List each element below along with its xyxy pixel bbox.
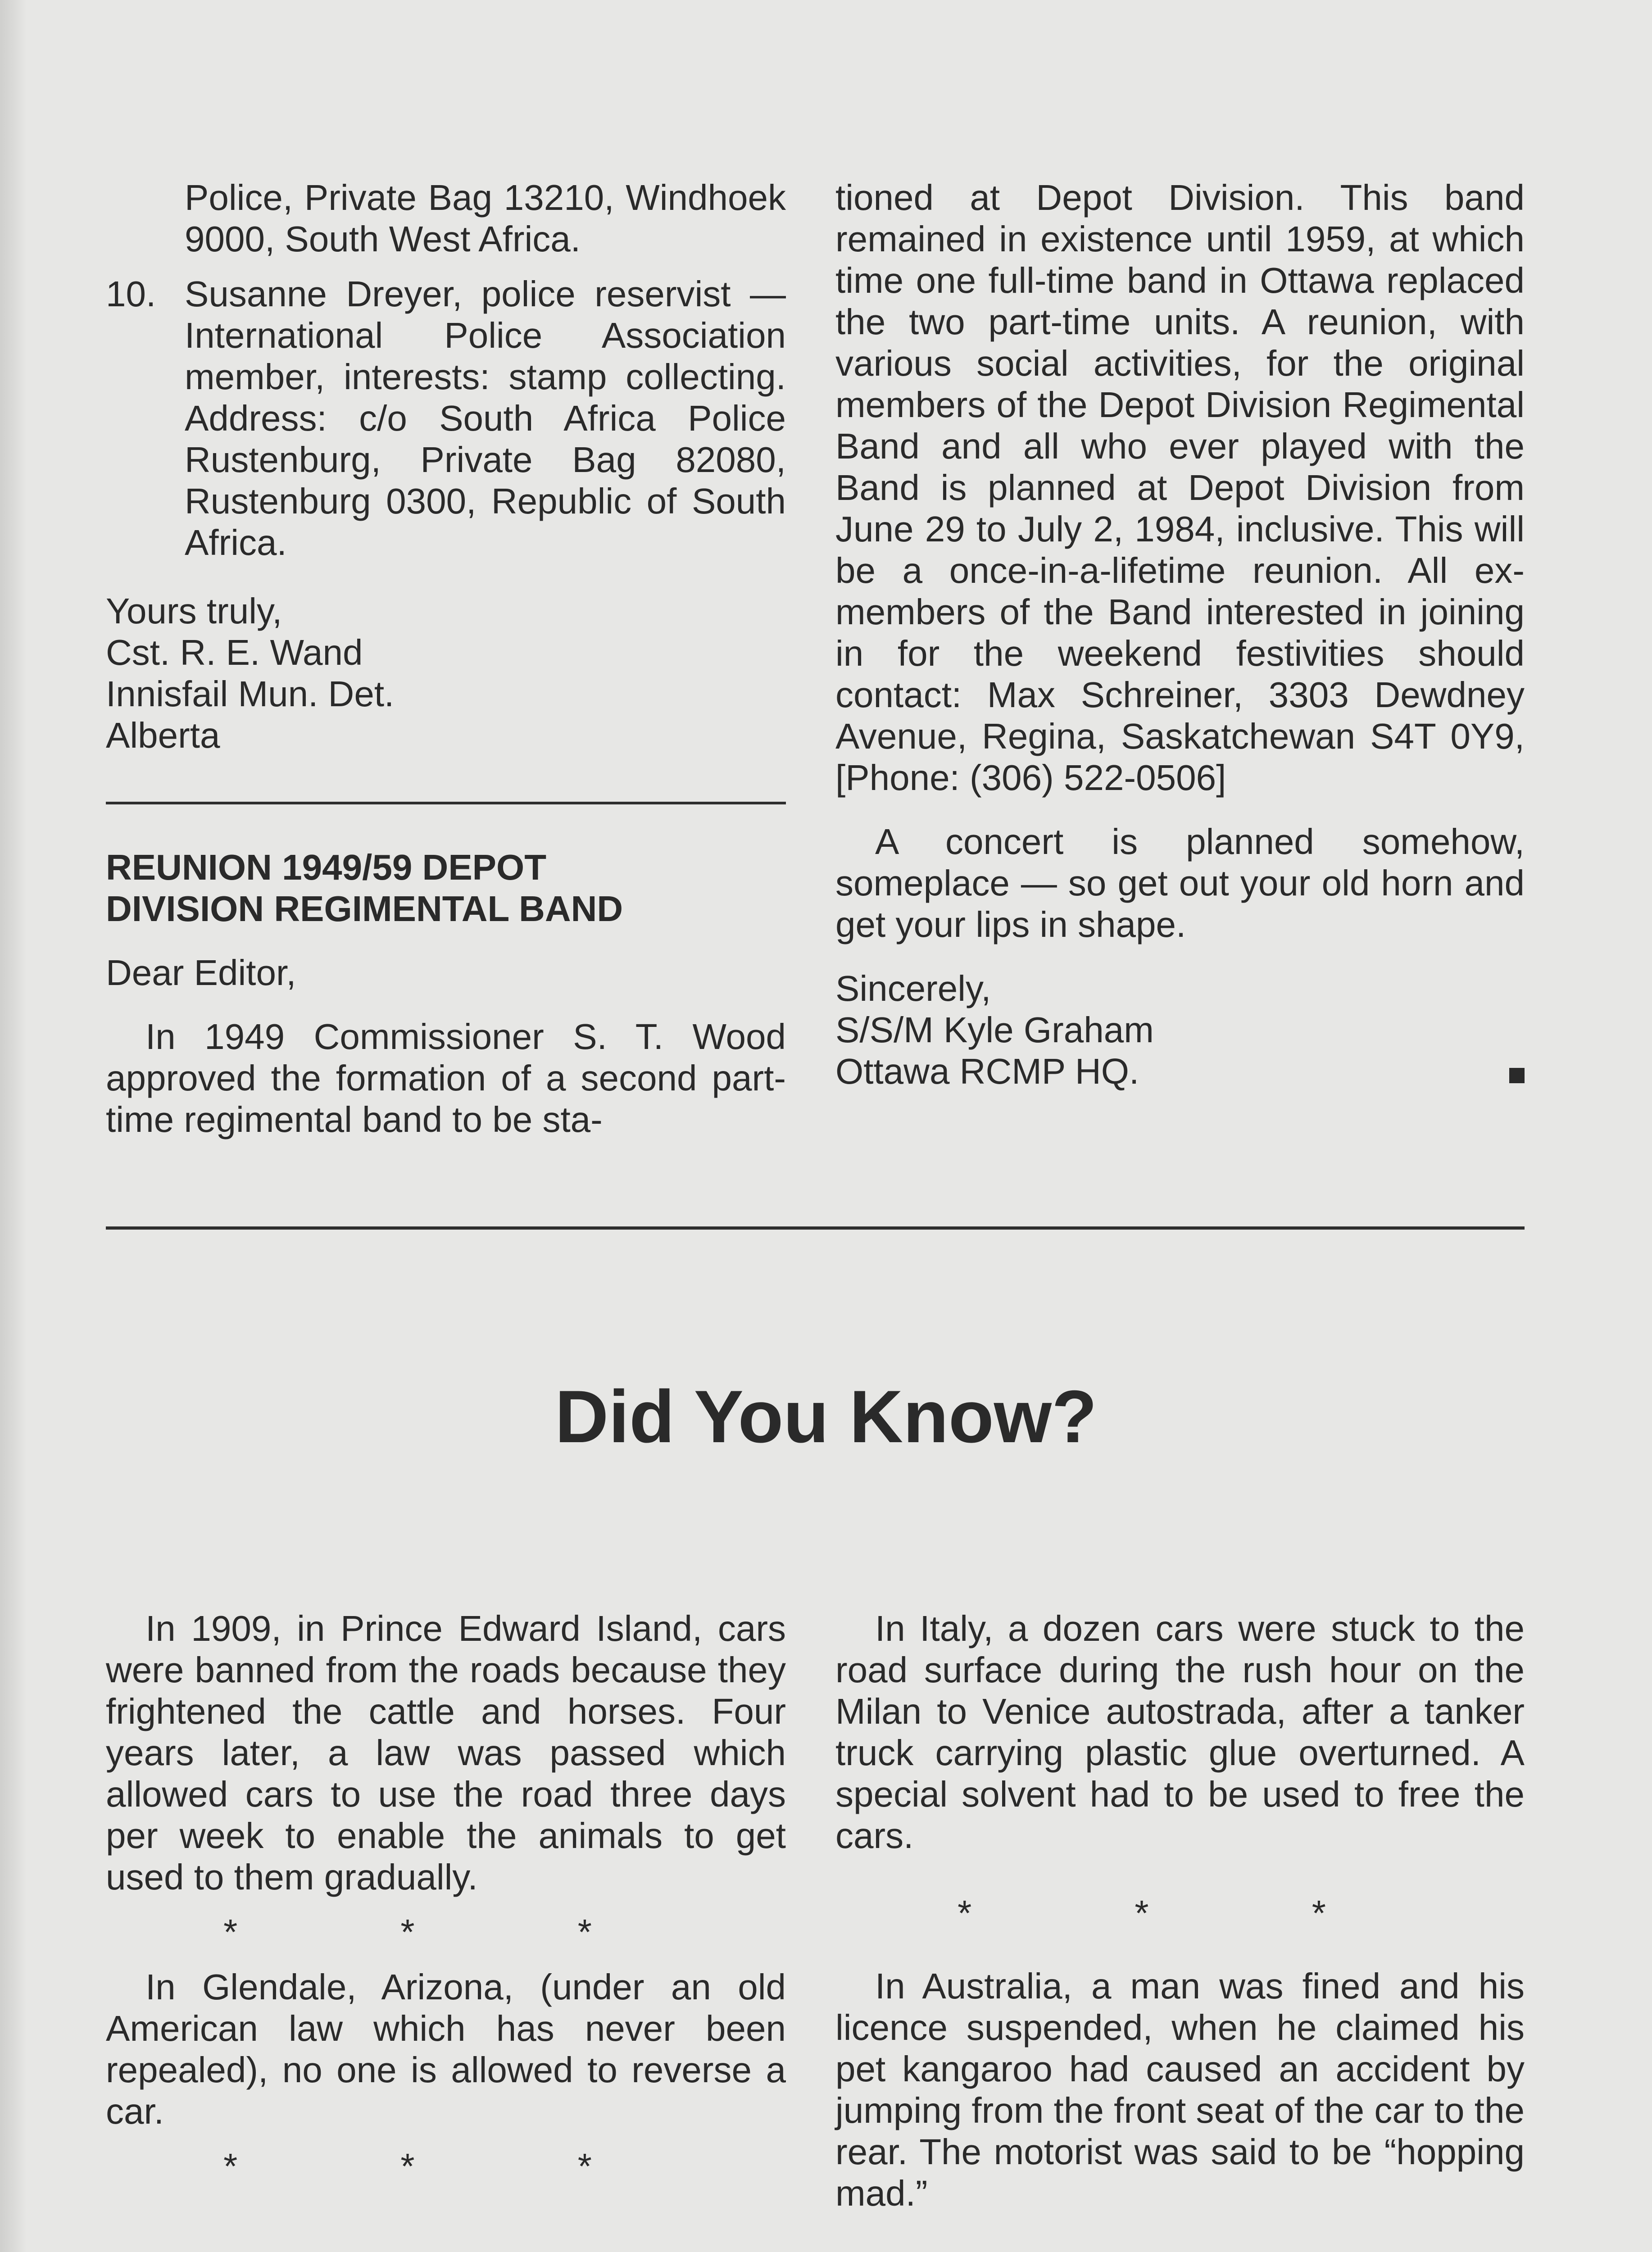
- separator-stars: * * *: [958, 1893, 1402, 1933]
- separator-stars: * * *: [223, 1912, 668, 1952]
- fact-glendale: In Glendale, Arizona, (under an old American law which has never been repealed), no one is allowed to reverse a car.: [106, 1967, 786, 2131]
- reunion-paragraph-1-continued: tioned at Depot Division. This band remained in existence until 1959, at which time one full-time band in Ottawa replaced the two part-time units. A reunion, with various social activities, for the original members of the Depot Division Regimental Band and all who ever played with the Band is planned at Depot Division from June 29 to July 2, 1984, inclusive. This will be a once-in-a-lifetime reunion. All ex-members of the Band interested in joining in for the weekend festivities should contact: Max Schreiner, 3303 Dewdney Avenue, Regina, Saskatchewan S4T 0Y9, [Phone: (306) 522-0506]: [835, 177, 1525, 798]
- reunion-paragraph-1-start: In 1949 Commissioner S. T. Wood approved the formation of a second part-time regimental band to be sta-: [106, 1017, 786, 1140]
- section-title: Did You Know?: [555, 1375, 1097, 1458]
- signer-province: Alberta: [106, 715, 220, 755]
- divider-short: [106, 802, 786, 804]
- fact-prince-edward-island: In 1909, in Prince Edward Island, cars were banned from the roads because they frightened the cattle and horses. Four years later, a law was passed which allowed cars to use the road three days per week to enable the animals to get used to them gradually.: [106, 1608, 786, 1897]
- did-you-know-right: [835, 1608, 1525, 2252]
- separator-stars: * * *: [223, 2146, 668, 2186]
- did-you-know-left: [106, 1608, 786, 2187]
- fact-australia: In Australia, a man was fined and his licence suspended, when he claimed his pet kangaroo had caused an accident by jumping from the front seat of the car to the rear. The motorist was said to be “hopping mad.”: [835, 1966, 1525, 2213]
- closing-sincerely: Sincerely,: [835, 968, 991, 1008]
- signature-block-2: [835, 968, 1525, 1092]
- list-item-10: [106, 273, 786, 563]
- address-continued: Police, Private Bag 13210, Windhoek 9000, South West Africa.: [185, 177, 786, 259]
- fact-italy: In Italy, a dozen cars were stuck to the road surface during the rush hour on the Milan to Venice autostrada, after a tanker truck carrying plastic glue overturned. A special solvent had to be used to free the cars.: [835, 1608, 1525, 1856]
- closing: Yours truly,: [106, 591, 282, 631]
- salutation: Dear Editor,: [106, 953, 296, 993]
- reunion-letter-left: [106, 847, 786, 1140]
- reunion-heading: REUNION 1949/59 DEPOT DIVISION REGIMENTAL BAND: [106, 847, 623, 929]
- list-item-text: Susanne Dreyer, police reservist — International Police Association member, interests: stamp collecting. Address: c/o South Africa Police Rustenburg, Private Bag 82080, Rustenburg 0300, Republic of South Africa.: [185, 274, 786, 563]
- signer-location: Ottawa RCMP HQ.: [835, 1051, 1139, 1091]
- signer-name-2: S/S/M Kyle Graham: [835, 1010, 1154, 1050]
- list-item-number: 10.: [106, 274, 156, 314]
- reunion-paragraph-2: A concert is planned somehow, someplace — so get out your old horn and get your lips in shape.: [835, 822, 1525, 944]
- end-mark-icon: [1509, 1068, 1525, 1083]
- divider-full: [106, 1226, 1525, 1230]
- left-column-top: [106, 177, 786, 756]
- reunion-letter-right: [835, 177, 1525, 1092]
- signer-name: Cst. R. E. Wand: [106, 632, 363, 672]
- signature-block-1: [106, 590, 786, 756]
- page-edge: [0, 0, 26, 2252]
- signer-unit: Innisfail Mun. Det.: [106, 674, 395, 714]
